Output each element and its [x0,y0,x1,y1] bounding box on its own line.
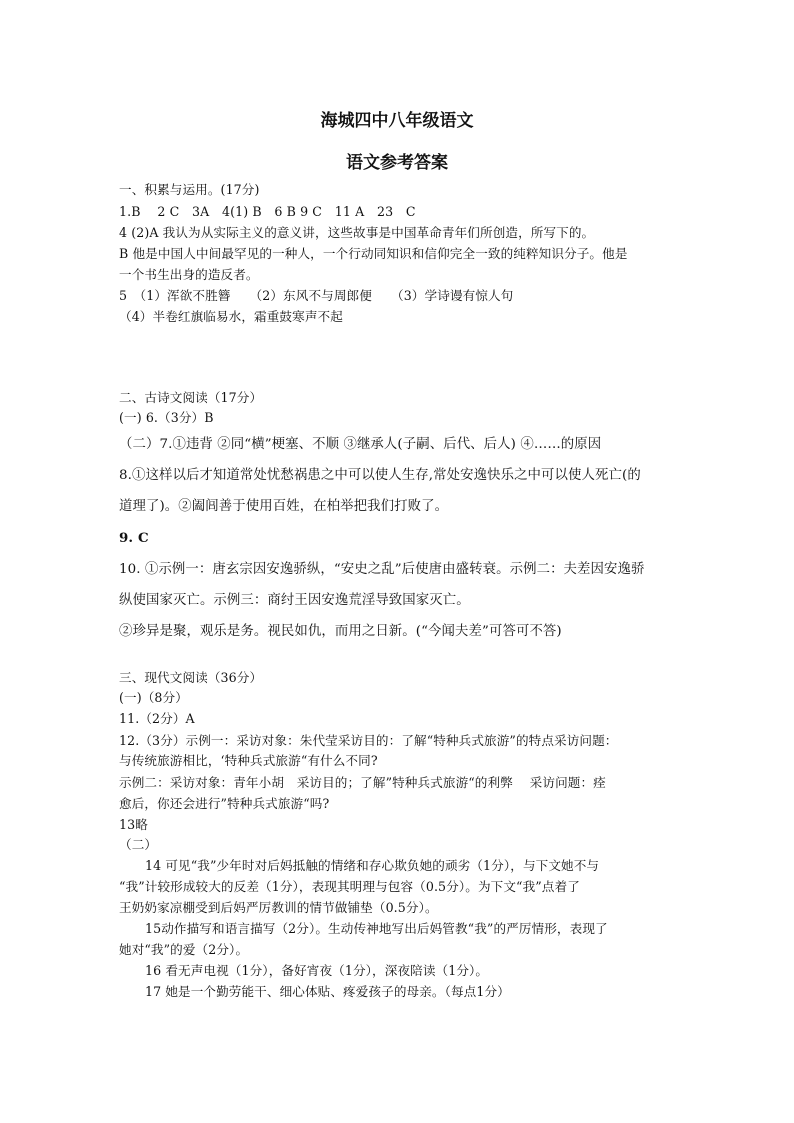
answer-line: 8.①这样以后才知道常处忧愁祸患之中可以使人生存,常处安逸快乐之中可以使人死亡(的 [119,468,641,483]
answer-line: 14 可见“我”少年时对后妈抵触的情绪和存心欺负她的顽劣（1分），与下文她不与 [145,858,600,873]
answer-line: （4）半卷红旗临易水，霜重鼓寒声不起 [119,309,343,324]
answer-line: 9. C [119,530,149,546]
answer-line: 10. ①示例一：唐玄宗因安逸骄纵，“安史之乱”后使唐由盛转衰。示例二：夫差因安逸骄 [119,562,645,577]
answer-line: 与传统旅游相比，‘特种兵式旅游“有什么不同? [119,753,378,768]
section-1-heading: 一、积累与运用。(17分) [119,182,260,197]
answer-line: “我”计较形成较大的反差（1分），表现其明理与包容（0.5分）。为下文“我”点着了 [119,879,580,894]
answer-line: (一) 6.（3分）B [119,410,214,425]
document-subtitle: 语文参考答案 [346,153,448,173]
document-title: 海城四中八年级语文 [320,111,474,131]
answer-line: 16 看无声电视（1分），备好宵夜（1分），深夜陪读（1分）。 [145,963,489,978]
answer-line: 示例二：采访对象：青年小胡 采访目的；了解”特种兵式旅游“的利弊 采访问题：痊 [119,775,606,790]
answer-line: （二） [119,837,158,852]
answer-line: 一个书生出身的造反者。 [119,267,259,282]
answer-line: 17 她是一个勤劳能干、细心体贴、疼爱孩子的母亲。（每点1分） [145,984,510,999]
answer-line: 4 (2)A 我认为从实际主义的意义讲，这些故事是中国革命青年们所创造，所写下的。 [119,225,595,240]
answer-line: (一)（8分） [119,690,188,705]
answer-line: 纵使国家灭亡。示例三：商纣王因安逸荒淫导致国家灭亡。 [119,593,470,608]
answer-line: B 他是中国人中间最罕见的一种人，一个行动同知识和信仰完全一致的纯粹知识分子。他是 [119,246,628,261]
section-2-heading: 二、古诗文阅读（17分） [119,390,263,405]
answer-line: 道理了)。②阖闾善于使用百姓，在柏举把我们打败了。 [119,499,449,514]
answer-line: 愈后，你还会进行”特种兵式旅游“吗? [119,796,330,811]
answer-line: 11.（2分）A [119,711,195,726]
answer-line: （二）7.①违背 ②同“横”梗塞、不顺 ③继承人(子嗣、后代、后人) ④……的原因 [119,437,602,452]
answer-line: 15动作描写和语言描写（2分）。生动传神地写出后妈管教“我”的严厉情形，表现了 [145,921,608,936]
answer-line: 王奶奶家凉棚受到后妈严厉教训的情节做铺垫（0.5分）。 [119,900,438,915]
answer-line: 12.（3分）示例一：采访对象：朱代莹采访目的：了解“特种兵式旅游”的特点采访问题： [119,733,618,748]
section-3-heading: 三、现代文阅读（36分） [119,670,263,685]
answer-line: 13略 [119,817,148,832]
answer-line: ②珍异是聚，观乐是务。视民如仇，而用之日新。(“今闻夫差”可答可不答) [119,624,562,639]
answer-line: 5 （1）浑欲不胜簪 （2）东风不与周郎便 （3）学诗谩有惊人句 [119,288,514,303]
answer-line: 1.B 2 C 3A 4(1) B 6 B 9 C 11 A 23 C [119,204,416,219]
answer-line: 她对“我”的爱（2分）。 [119,942,249,957]
